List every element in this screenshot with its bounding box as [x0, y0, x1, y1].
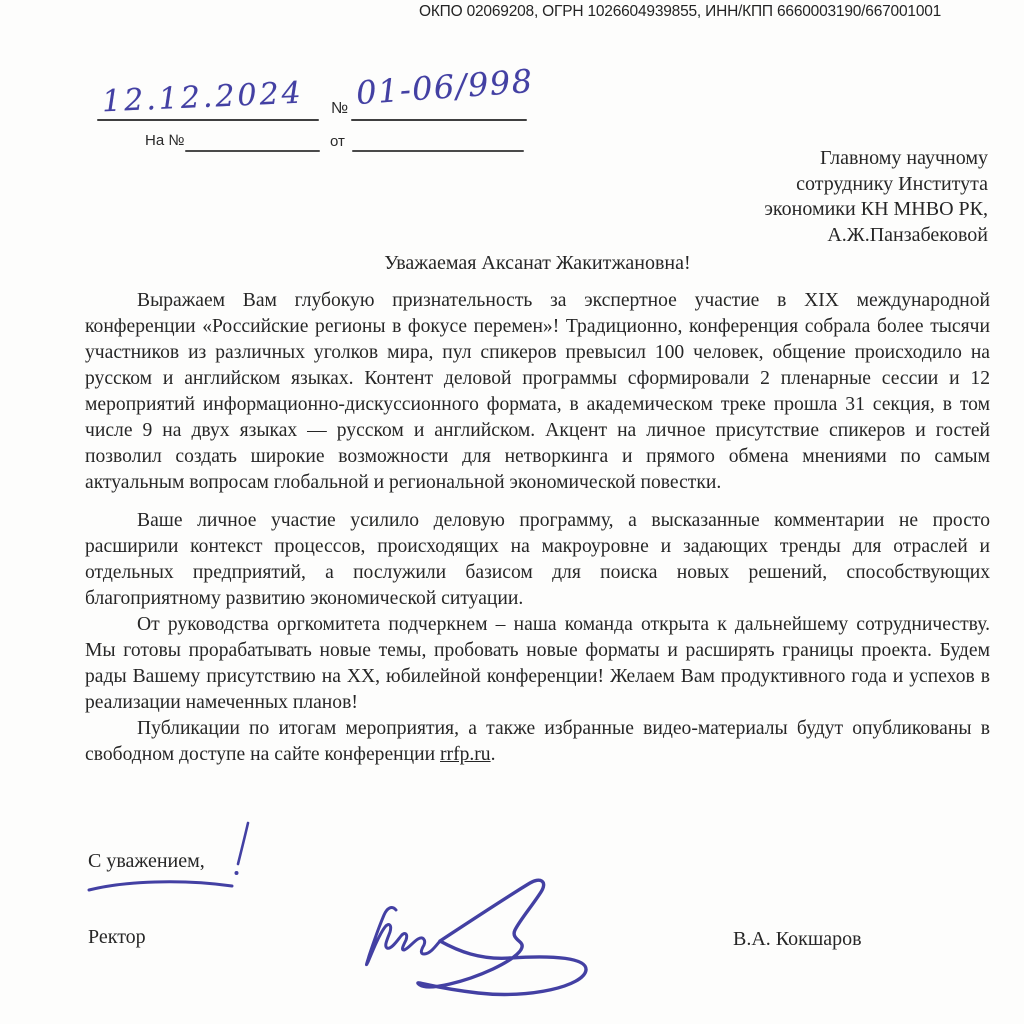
number-sign-label: №	[331, 100, 349, 117]
recipient-line: сотруднику Института	[796, 172, 988, 195]
outgoing-date-handwritten: 12.12.2024	[101, 75, 305, 120]
body-paragraph-2: Ваше личное участие усилило деловую программу, а высказанные комментарии не просто расширили контекст процессов, происходящих на макроуровне и задающих тренды для отраслей и отдельных предприятий, а послужили базисом для поиска новых решений, способствующих благоприятному развитию экономической ситуации.	[85, 510, 990, 609]
registration-numbers-line: ОКПО 02069208, ОГРН 1026604939855, ИНН/КПП 6660003190/667001001	[419, 3, 942, 20]
regards-underline-ink	[86, 877, 236, 895]
outgoing-number-handwritten: 01-06/998	[354, 61, 535, 113]
pen-stroke-ink	[232, 820, 254, 880]
closing-paragraph-period: .	[490, 744, 496, 765]
number-underline	[351, 119, 527, 121]
body-paragraph-3: От руководства оргкомитета подчеркнем – наша команда открыта к дальнейшему сотрудничеству. Мы готовы прорабатывать новые темы, пробовать новые форматы и расширять границы проекта. Будем рады Вашему присутствию на XX, юбилейной конференции! Желаем Вам продуктивного года и успехов в реализации намеченных планов!	[85, 614, 990, 713]
handwritten-signature-ink	[330, 862, 630, 1012]
recipient-line: Главному научному	[820, 147, 988, 169]
conference-site-link[interactable]: rrfp.ru	[440, 744, 491, 765]
body-paragraph-4	[85, 716, 990, 768]
regards-line: С уважением,	[88, 850, 205, 872]
salutation: Уважаемая Аксанат Жакитжановна!	[384, 252, 691, 274]
reply-date-label: от	[330, 133, 345, 150]
closing-paragraph-text: Публикации по итогам мероприятия, а также избранные видео-материалы будут опубликованы в свободном доступе на сайте конференции	[85, 718, 990, 765]
signer-position: Ректор	[88, 926, 146, 948]
letter-body	[85, 288, 990, 768]
recipient-line: экономики КН МНВО РК,	[764, 198, 988, 220]
recipient-line: А.Ж.Панзабековой	[827, 223, 988, 246]
date-underline	[97, 119, 319, 121]
reply-number-label: На №	[145, 132, 185, 149]
reply-number-underline	[185, 150, 320, 152]
signer-name: В.А. Кокшаров	[733, 928, 862, 950]
body-paragraph-1: Выражаем Вам глубокую признательность за экспертное участие в XIX международной конференции «Российские регионы в фокусе перемен»! Традиционно, конференция собрала более тысячи участников из различных уголков мира, пул спикеров превысил 100 человек, общение происходило на русском и английском языках. Контент деловой программы сформировали 2 пленарные сессии и 12 мероприятий информационно-дискуссионного формата, в академическом треке прошла 31 секция, в том числе 9 на двух языках — русском и английском. Акцент на личное присутствие спикеров и гостей позволил создать широкие возможности для нетворкинга и прямого обмена мнениями по самым актуальным вопросам глобальной и региональной экономической повестки.	[85, 290, 990, 493]
recipient-address	[764, 146, 988, 248]
reply-date-underline	[352, 150, 524, 152]
